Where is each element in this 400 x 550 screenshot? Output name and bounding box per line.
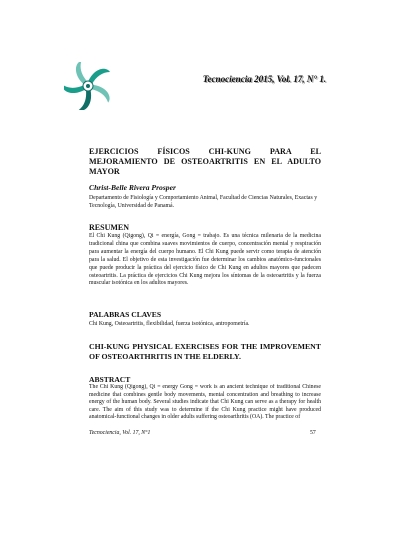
resumen-text: El Chi Kung (Qigong), Qi = energía, Gong = trabajo. Es una técnica milenaria de la medicina tradicional china que combina suaves movimientos de cuerpo, concentración mental y respiración para aumentar la energía del cuerpo humano. El Chi Kung puede servir como terapia de atención para la salud. El objetivo de esta investigación fue determinar los cambios anatómico-funcionales que puede producir la práctica del ejercicio físico de Chi Kung en adultos mayores que padecen osteoartritis. La práctica de ejercicios Chi Kung mejora los síntomas de la osteoartritis y la fuerza muscular isotónica en los adultos mayores. (89, 233, 321, 287)
abstract-heading: ABSTRACT (89, 375, 131, 384)
author-name: Christ-Belle Rivera Prosper (89, 183, 176, 192)
footer-journal: Tecnociencia, Vol. 17, N°1 (89, 430, 151, 436)
resumen-heading: RESUMEN (89, 223, 130, 232)
article-title-en: CHI-KUNG PHYSICAL EXERCISES FOR THE IMPROVEMENT OF OSTEOARTHRITIS IN THE ELDERLY. (89, 342, 321, 361)
keywords-heading: PALABRAS CLAVES (89, 310, 162, 319)
keywords-text: Chi Kung, Osteoartritis, flexibilidad, fuerza isotónica, antropometría. (89, 321, 250, 327)
journal-header: Tecnociencia 2015, Vol. 17, N° 1. (202, 75, 326, 85)
journal-logo-icon (64, 62, 112, 110)
page-number: 57 (310, 430, 316, 436)
author-affiliation: Departamento de Fisiología y Comportamiento Animal, Facultad de Ciencias Naturales, Exactas y Tecnología, Universidad de Panamá. (89, 195, 318, 209)
abstract-text: The Chi Kung (Qigong), Qi = energy Gong = work is an ancient technique of traditional Chinese medicine that combines gentle body movements, mental concentration and breathing to increase energy of the human body. Several studies indicate that Chi Kung can serve as a therapy for health care. The aim of this study was to determine if the Chi Kung practice might have produced anatomical-functional changes in older adults suffering osteoarthritis (OA). The practice of (89, 384, 321, 420)
article-title-es: EJERCICIOS FÍSICOS CHI-KUNG PARA EL MEJORAMIENTO DE OSTEOARTRITIS EN EL ADULTO MAYOR (89, 147, 321, 176)
